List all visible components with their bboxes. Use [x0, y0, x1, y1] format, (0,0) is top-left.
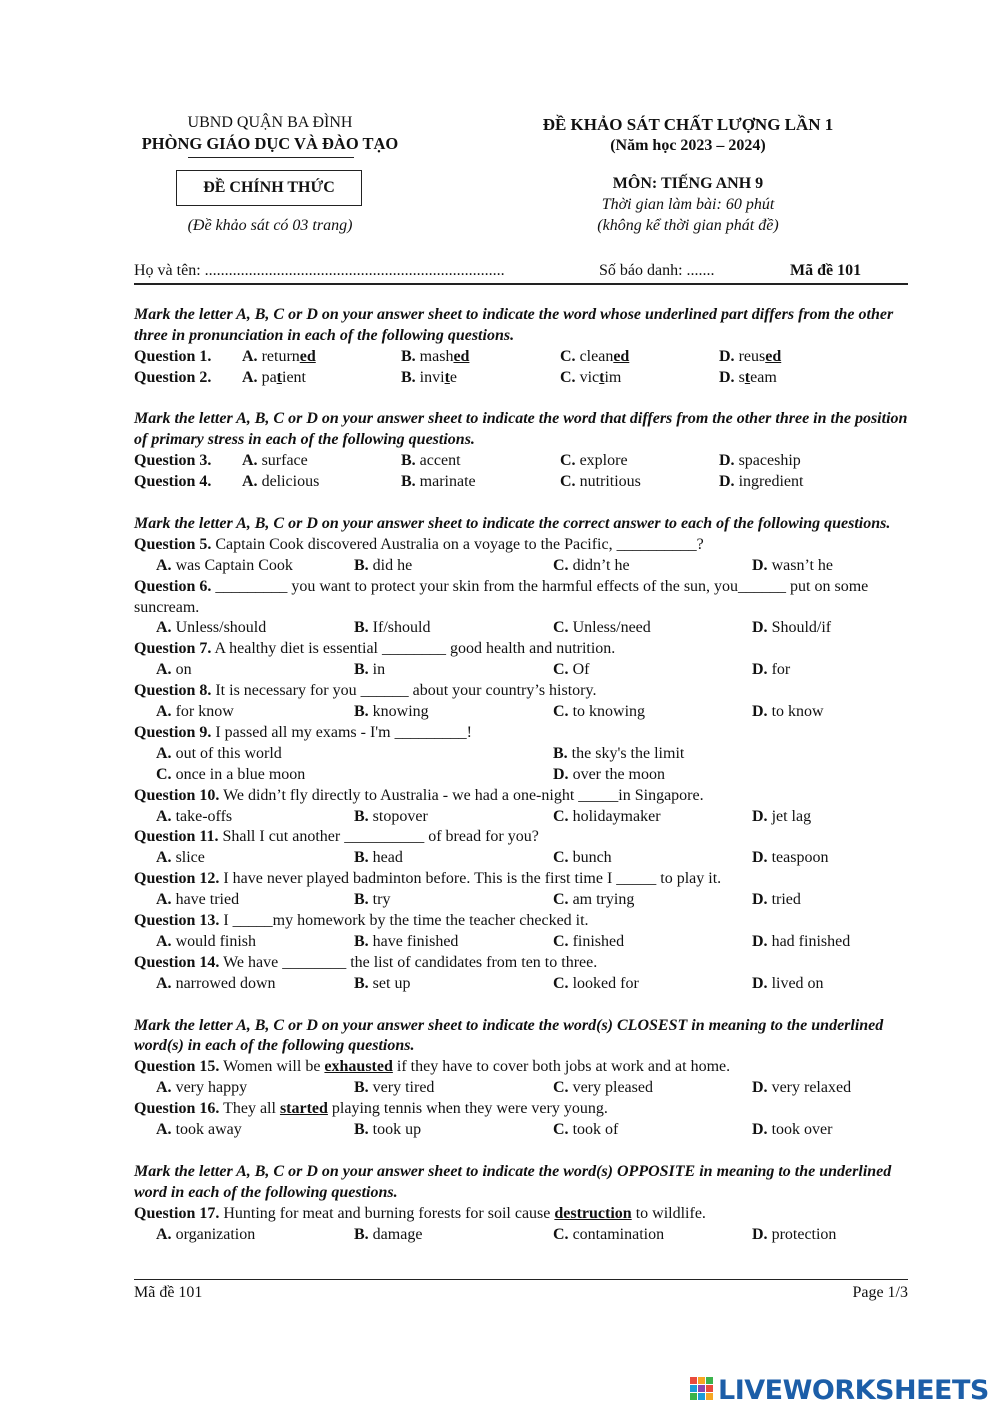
- question-stem: Question 6. _________ you want to protect your skin from the harmful effects of the sun, you______ put on some suncream.: [134, 577, 869, 616]
- instruction-pronunciation: Mark the letter A, B, C or D on your answer sheet to indicate the word whose underlined part differs from the other three in pronunciation in each of the following questions.: [134, 306, 894, 344]
- question-stem: Question 5. Captain Cook discovered Australia on a voyage to the Pacific, __________?: [134, 535, 704, 553]
- option-d[interactable]: D. had finished: [752, 932, 851, 950]
- question-number: Question 3.: [134, 452, 212, 470]
- instruction-stress: Mark the letter A, B, C or D on your answer sheet to indicate the word that differs from the other three in the position of primary stress in each of the following questions.: [134, 410, 908, 449]
- option-b[interactable]: B. knowing: [354, 703, 429, 721]
- option-a[interactable]: A. take-offs: [156, 807, 233, 825]
- option-d[interactable]: D. wasn’t he: [752, 556, 834, 574]
- option-c[interactable]: C. very pleased: [553, 1079, 653, 1097]
- options-row: [134, 702, 914, 723]
- pages-note: (Đề khảo sát có 03 trang): [187, 217, 353, 234]
- option-b[interactable]: B. head: [354, 849, 403, 867]
- exam-content: [134, 305, 914, 1245]
- options-row: [134, 660, 914, 681]
- question-number: Question 2.: [134, 368, 212, 386]
- option-d[interactable]: D. tried: [752, 891, 801, 909]
- instruction-opposite: Mark the letter A, B, C or D on your answer sheet to indicate the word(s) OPPOSITE in meaning to the underlined word in each of the following questions.: [134, 1162, 892, 1201]
- option-a[interactable]: A. organization: [156, 1225, 256, 1243]
- name-field[interactable]: Họ và tên: ...........................................................................: [134, 262, 505, 279]
- option-a[interactable]: A. would finish: [156, 932, 257, 950]
- options-row: [134, 556, 914, 577]
- option-d[interactable]: D. to know: [752, 703, 824, 721]
- options-row: [134, 932, 914, 953]
- option-b[interactable]: B. invite: [401, 368, 457, 386]
- option-d[interactable]: D. over the moon: [553, 765, 665, 783]
- instruction-correct-answer: Mark the letter A, B, C or D on your answer sheet to indicate the correct answer to each of the following questions.: [134, 514, 891, 532]
- option-d[interactable]: D. for: [752, 661, 791, 679]
- time-note: (không kể thời gian phát đề): [597, 217, 779, 234]
- option-a[interactable]: A. was Captain Cook: [156, 556, 293, 574]
- header-divider: [188, 157, 354, 158]
- options-row: [134, 807, 914, 828]
- option-a[interactable]: A. very happy: [156, 1079, 248, 1097]
- option-a[interactable]: A. have tried: [156, 891, 240, 909]
- question-stem: Question 7. A healthy diet is essential ________ good health and nutrition.: [134, 640, 616, 658]
- option-a[interactable]: A. for know: [156, 703, 234, 721]
- option-b[interactable]: B. damage: [354, 1225, 423, 1243]
- district-name: UBND QUẬN BA ĐÌNH: [187, 114, 353, 131]
- option-a[interactable]: A. out of this world: [156, 744, 282, 762]
- option-c[interactable]: C. holidaymaker: [553, 807, 661, 825]
- options-row: [134, 1225, 914, 1246]
- option-d[interactable]: D. ingredient: [719, 473, 804, 491]
- options-row: [134, 1120, 914, 1141]
- option-c[interactable]: C. took of: [553, 1121, 619, 1139]
- option-d[interactable]: D. jet lag: [752, 807, 812, 825]
- option-b[interactable]: B. the sky's the limit: [553, 744, 685, 762]
- question-stem: Question 17. Hunting for meat and burning forests for soil cause destruction to wildlife.: [134, 1204, 706, 1222]
- header-right: [498, 114, 878, 236]
- question-stem: Question 10. We didn’t fly directly to Australia - we had a one-night _____in Singapore.: [134, 786, 704, 804]
- question-stem: Question 11. Shall I cut another __________ of bread for you?: [134, 828, 539, 846]
- question-stem: Question 15. Women will be exhausted if they have to cover both jobs at work and at home.: [134, 1058, 731, 1076]
- option-c[interactable]: C. bunch: [553, 849, 612, 867]
- option-d[interactable]: D. very relaxed: [752, 1079, 852, 1097]
- option-c[interactable]: C. victim: [560, 368, 622, 386]
- option-c[interactable]: C. once in a blue moon: [156, 765, 306, 783]
- option-b[interactable]: B. have finished: [354, 932, 459, 950]
- option-c[interactable]: C. finished: [553, 932, 625, 950]
- exam-title: ĐỀ KHẢO SÁT CHẤT LƯỢNG LẦN 1: [542, 115, 834, 134]
- header-bottom-rule: [134, 283, 908, 285]
- question-stem: Question 14. We have ________ the list of candidates from ten to three.: [134, 953, 598, 971]
- option-d[interactable]: D. spaceship: [719, 452, 801, 470]
- instruction-closest: Mark the letter A, B, C or D on your answer sheet to indicate the word(s) CLOSEST in meaning to the underlined word(s) in each of the following questions.: [134, 1016, 884, 1055]
- option-d[interactable]: D. protection: [752, 1225, 837, 1243]
- question-row: [134, 347, 914, 368]
- time-limit: Thời gian làm bài: 60 phút: [601, 196, 775, 213]
- option-b[interactable]: B. in: [354, 661, 386, 679]
- question-stem: Question 8. It is necessary for you ______ about your country’s history.: [134, 682, 597, 700]
- option-a[interactable]: A. narrowed down: [156, 974, 276, 992]
- options-row: [134, 618, 914, 639]
- question-number: Question 1.: [134, 347, 212, 365]
- option-b[interactable]: B. took up: [354, 1121, 422, 1139]
- option-d[interactable]: D. took over: [752, 1121, 833, 1139]
- school-year: (Năm học 2023 – 2024): [610, 137, 766, 154]
- subject: MÔN: TIẾNG ANH 9: [612, 175, 764, 192]
- underlined-word: exhausted: [324, 1058, 393, 1076]
- student-info: [134, 262, 908, 282]
- liveworksheets-icon: [690, 1377, 714, 1401]
- option-b[interactable]: B. accent: [401, 452, 461, 470]
- options-row: [134, 744, 914, 765]
- options-row: [134, 974, 914, 995]
- option-d[interactable]: D. lived on: [752, 974, 824, 992]
- page-number: Page 1/3: [852, 1284, 908, 1301]
- underlined-word: destruction: [554, 1204, 632, 1222]
- option-a[interactable]: A. delicious: [242, 473, 320, 491]
- options-row: [134, 848, 914, 869]
- option-b[interactable]: B. very tired: [354, 1079, 435, 1097]
- option-a[interactable]: A. returned: [242, 347, 316, 365]
- option-b[interactable]: B. mashed: [401, 347, 470, 365]
- option-b[interactable]: B. try: [354, 891, 391, 909]
- option-a[interactable]: A. Unless/should: [156, 619, 267, 637]
- option-c[interactable]: C. to knowing: [553, 703, 646, 721]
- footer-rule: [134, 1279, 908, 1280]
- question-stem: Question 12. I have never played badminton before. This is the first time I _____ to play it.: [134, 870, 722, 888]
- id-field[interactable]: Số báo danh: .......: [599, 262, 715, 279]
- question-row: [134, 451, 914, 472]
- option-b[interactable]: B. did he: [354, 556, 413, 574]
- option-a[interactable]: A. on: [156, 661, 192, 679]
- option-a[interactable]: A. surface: [242, 452, 308, 470]
- question-stem: Question 9. I passed all my exams - I'm _________!: [134, 723, 472, 741]
- liveworksheets-logo[interactable]: [690, 1375, 990, 1407]
- option-b[interactable]: B. If/should: [354, 619, 431, 637]
- option-c[interactable]: C. explore: [560, 452, 628, 470]
- underlined-word: started: [279, 1100, 328, 1118]
- option-d[interactable]: D. reused: [719, 347, 782, 365]
- header-left: [120, 112, 420, 154]
- options-row: [134, 1078, 914, 1099]
- option-b[interactable]: B. set up: [354, 974, 411, 992]
- question-stem: Question 13. I _____my homework by the time the teacher checked it.: [134, 912, 589, 930]
- option-d[interactable]: D. Should/if: [752, 619, 832, 637]
- option-b[interactable]: B. marinate: [401, 473, 476, 491]
- options-row: [134, 765, 914, 786]
- options-row: [134, 890, 914, 911]
- option-a[interactable]: A. took away: [156, 1121, 242, 1139]
- option-c[interactable]: C. didn’t he: [553, 556, 630, 574]
- option-c[interactable]: C. Unless/need: [553, 619, 651, 637]
- option-d[interactable]: D. teaspoon: [752, 849, 829, 867]
- question-row: [134, 368, 914, 389]
- option-d[interactable]: D. steam: [719, 368, 777, 386]
- option-c[interactable]: C. looked for: [553, 974, 639, 992]
- official-badge: ĐỀ CHÍNH THỨC: [176, 170, 362, 206]
- footer-code: Mã đề 101: [134, 1284, 203, 1301]
- question-stem: Question 16. They all started playing tennis when they were very young.: [134, 1100, 608, 1118]
- option-c[interactable]: C. Of: [553, 661, 590, 679]
- exam-code: Mã đề 101: [790, 262, 862, 279]
- option-b[interactable]: B. stopover: [354, 807, 428, 825]
- option-c[interactable]: C. am trying: [553, 891, 635, 909]
- option-c[interactable]: C. nutritious: [560, 473, 641, 491]
- option-c[interactable]: C. cleaned: [560, 347, 630, 365]
- brand-name: LIVEWORKSHEETS: [718, 1375, 989, 1406]
- department-name: PHÒNG GIÁO DỤC VÀ ĐÀO TẠO: [141, 134, 399, 153]
- question-number: Question 4.: [134, 473, 212, 491]
- option-a[interactable]: A. patient: [242, 368, 306, 386]
- option-a[interactable]: A. slice: [156, 849, 205, 867]
- question-row: [134, 472, 914, 493]
- option-c[interactable]: C. contamination: [553, 1225, 665, 1243]
